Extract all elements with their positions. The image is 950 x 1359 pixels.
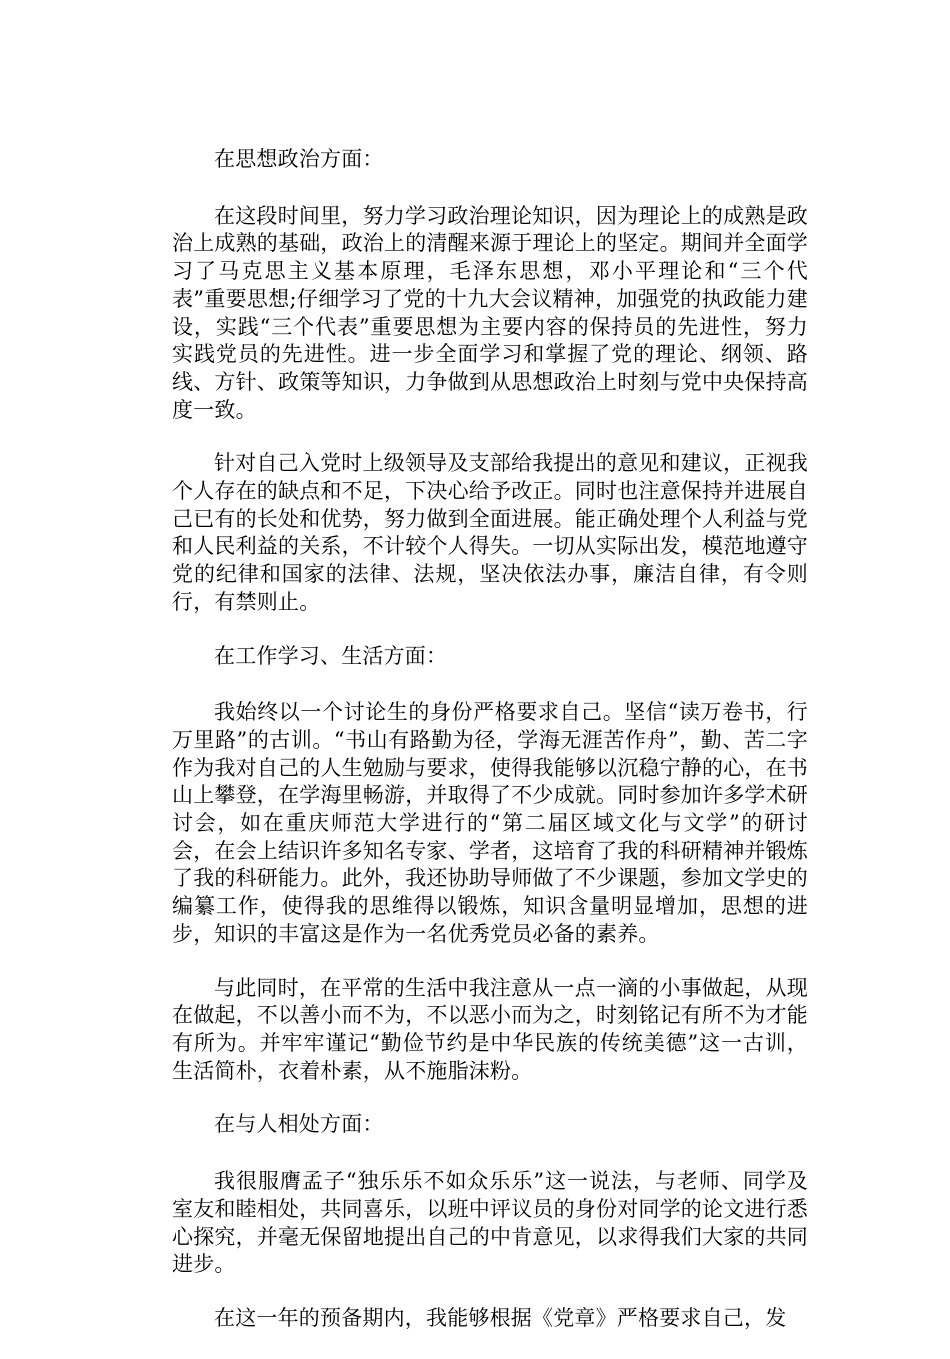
paragraph-probation: 在这一年的预备期内，我能够根据《党章》严格要求自己，发 <box>214 1305 787 1330</box>
paragraph-self-improvement: 针对自己入党时上级领导及支部给我提出的意见和建议，正视我个人存在的缺点和不足，下决心给予改正。同时也注意保持并进展自己已有的长处和优势，努力做到全面进展。能正确处理个人利益与党和人民利益的关系，不计较个人得失。一切从实际出发，模范地遵守党的纪律和国家的法律、法规，坚决依法办事，廉洁自律，有令则行，有禁则止。 <box>172 451 808 614</box>
paragraph-academic: 我始终以一个讨论生的身份严格要求自己。坚信“读万卷书，行万里路”的古训。“书山有路勤为径，学海无涯苦作舟”，勤、苦二字作为我对自己的人生勉励与要求，使得我能够以沉稳宁静的心，在书山上攀登，在学海里畅游，并取得了不少成就。同时参加许多学术研讨会，如在重庆师范大学进行的“第二届区域文化与文学”的研讨会，在会上结识许多知名专家、学者，这培育了我的科研精神并锻炼了我的科研能力。此外，我还协助导师做了不少课题，参加文学史的编纂工作，使得我的思维得以锻炼，知识含量明显增加，思想的进步，知识的丰富这是作为一名优秀党员必备的素养。 <box>172 700 808 946</box>
paragraph-daily-life: 与此同时，在平常的生活中我注意从一点一滴的小事做起，从现在做起，不以善小而不为，不以恶小而为之，时刻铭记有所不为才能有所为。并牢牢谨记“勤俭节约是中华民族的传统美德”这一古训，生活简朴，衣着朴素，从不施脂沫粉。 <box>172 975 808 1083</box>
paragraph-theory-study: 在这段时间里，努力学习政治理论知识，因为理论上的成熟是政治上成熟的基础，政治上的清醒来源于理论上的坚定。期间并全面学习了马克思主义基本原理，毛泽东思想，邓小平理论和“三个代表”重要思想;仔细学习了党的十九大会议精神，加强党的执政能力建设，实践“三个代表”重要思想为主要内容的保持员的先进性，努力实践党员的先进性。进一步全面学习和掌握了党的理论、纲领、路线、方针、政策等知识，力争做到从思想政治上时刻与党中央保持高度一致。 <box>172 203 808 422</box>
document-body <box>172 146 808 1359</box>
paragraph-relationships: 我很服膺孟子“独乐乐不如众乐乐”这一说法，与老师、同学及室友和睦相处，共同喜乐，以班中评议员的身份对同学的论文进行悉心探究，并毫无保留地提出自己的中肯意见，以求得我们大家的共同进步。 <box>172 1169 808 1277</box>
section-heading-relationships: 在与人相处方面： <box>214 1112 384 1137</box>
section-heading-ideology: 在思想政治方面： <box>214 147 384 171</box>
section-heading-work-study: 在工作学习、生活方面： <box>214 643 448 668</box>
